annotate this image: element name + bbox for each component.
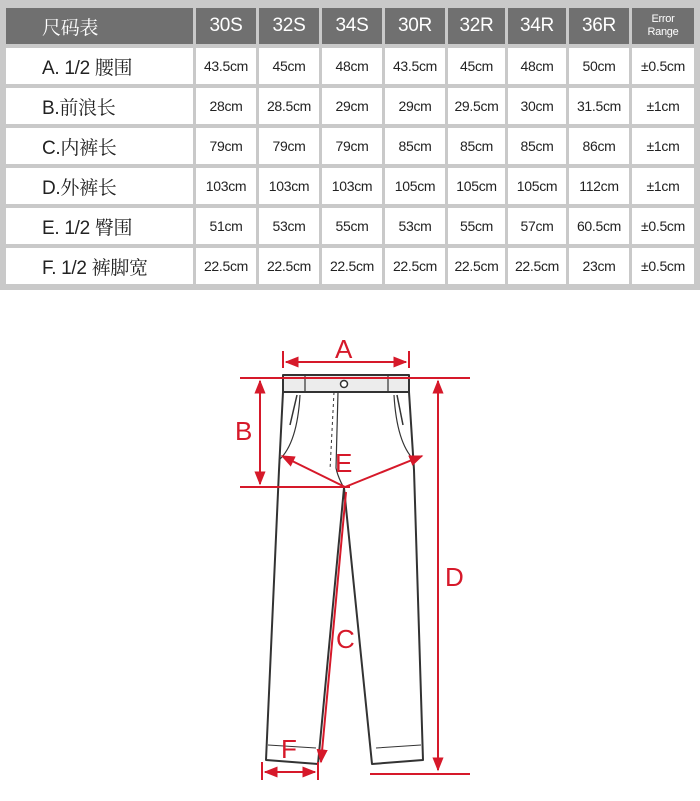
error-range-header — [632, 8, 694, 44]
button-icon — [341, 381, 348, 388]
size-value-cell: 55cm — [448, 208, 505, 244]
size-value-cell: 45cm — [448, 48, 505, 84]
size-chart-table — [0, 0, 700, 290]
size-value-cell: 85cm — [385, 128, 445, 164]
size-value-cell: 43.5cm — [385, 48, 445, 84]
size-value-cell: 22.5cm — [322, 248, 382, 284]
size-value-cell: 22.5cm — [448, 248, 505, 284]
label-f: F — [281, 734, 297, 764]
size-value-cell: 86cm — [569, 128, 629, 164]
size-header-34r: 34R — [508, 8, 566, 44]
size-value-cell: 103cm — [322, 168, 382, 204]
label-b: B — [235, 416, 253, 446]
size-value-cell: 28cm — [196, 88, 256, 124]
row-label: A. 1/2 腰围 — [6, 48, 193, 84]
size-header-30s: 30S — [196, 8, 256, 44]
row-label: B.前浪长 — [6, 88, 193, 124]
trousers-outline — [266, 375, 423, 764]
size-value-cell: 45cm — [259, 48, 319, 84]
size-header-32r: 32R — [448, 8, 505, 44]
row-label: D.外裤长 — [6, 168, 193, 204]
size-value-cell: 31.5cm — [569, 88, 629, 124]
error-header-line1: Error — [651, 13, 675, 25]
size-value-cell: 79cm — [196, 128, 256, 164]
size-header-30r: 30R — [385, 8, 445, 44]
error-range-cell: ±1cm — [632, 88, 694, 124]
size-value-cell: 48cm — [322, 48, 382, 84]
size-value-cell: 29.5cm — [448, 88, 505, 124]
size-value-cell: 43.5cm — [196, 48, 256, 84]
trousers-diagram — [0, 290, 700, 801]
size-value-cell: 22.5cm — [196, 248, 256, 284]
size-value-cell: 30cm — [508, 88, 566, 124]
label-e: E — [335, 448, 353, 478]
error-range-cell: ±0.5cm — [632, 248, 694, 284]
size-value-cell: 85cm — [448, 128, 505, 164]
size-value-cell: 105cm — [508, 168, 566, 204]
size-value-cell: 85cm — [508, 128, 566, 164]
label-d: D — [445, 562, 464, 592]
size-value-cell: 79cm — [259, 128, 319, 164]
size-value-cell: 103cm — [196, 168, 256, 204]
size-header-36r: 36R — [569, 8, 629, 44]
error-range-cell: ±1cm — [632, 168, 694, 204]
size-value-cell: 105cm — [448, 168, 505, 204]
row-label: C.内裤长 — [6, 128, 193, 164]
size-value-cell: 22.5cm — [259, 248, 319, 284]
size-value-cell: 22.5cm — [385, 248, 445, 284]
size-value-cell: 57cm — [508, 208, 566, 244]
error-range-cell: ±0.5cm — [632, 208, 694, 244]
size-value-cell: 105cm — [385, 168, 445, 204]
size-value-cell: 22.5cm — [508, 248, 566, 284]
label-c: C — [336, 624, 355, 654]
size-value-cell: 29cm — [322, 88, 382, 124]
size-value-cell: 48cm — [508, 48, 566, 84]
size-value-cell: 79cm — [322, 128, 382, 164]
size-value-cell: 55cm — [322, 208, 382, 244]
size-value-cell: 29cm — [385, 88, 445, 124]
size-header-32s: 32S — [259, 8, 319, 44]
row-label: F. 1/2 裤脚宽 — [6, 248, 193, 284]
label-a: A — [335, 334, 353, 364]
size-value-cell: 53cm — [259, 208, 319, 244]
error-range-cell: ±0.5cm — [632, 48, 694, 84]
error-header-line2: Range — [647, 26, 679, 38]
size-value-cell: 60.5cm — [569, 208, 629, 244]
size-value-cell: 50cm — [569, 48, 629, 84]
size-value-cell: 53cm — [385, 208, 445, 244]
size-value-cell: 28.5cm — [259, 88, 319, 124]
size-value-cell: 103cm — [259, 168, 319, 204]
size-value-cell: 112cm — [569, 168, 629, 204]
row-label: E. 1/2 臀围 — [6, 208, 193, 244]
size-header-34s: 34S — [322, 8, 382, 44]
table-title: 尺码表 — [6, 8, 193, 44]
error-range-cell: ±1cm — [632, 128, 694, 164]
size-value-cell: 51cm — [196, 208, 256, 244]
size-value-cell: 23cm — [569, 248, 629, 284]
